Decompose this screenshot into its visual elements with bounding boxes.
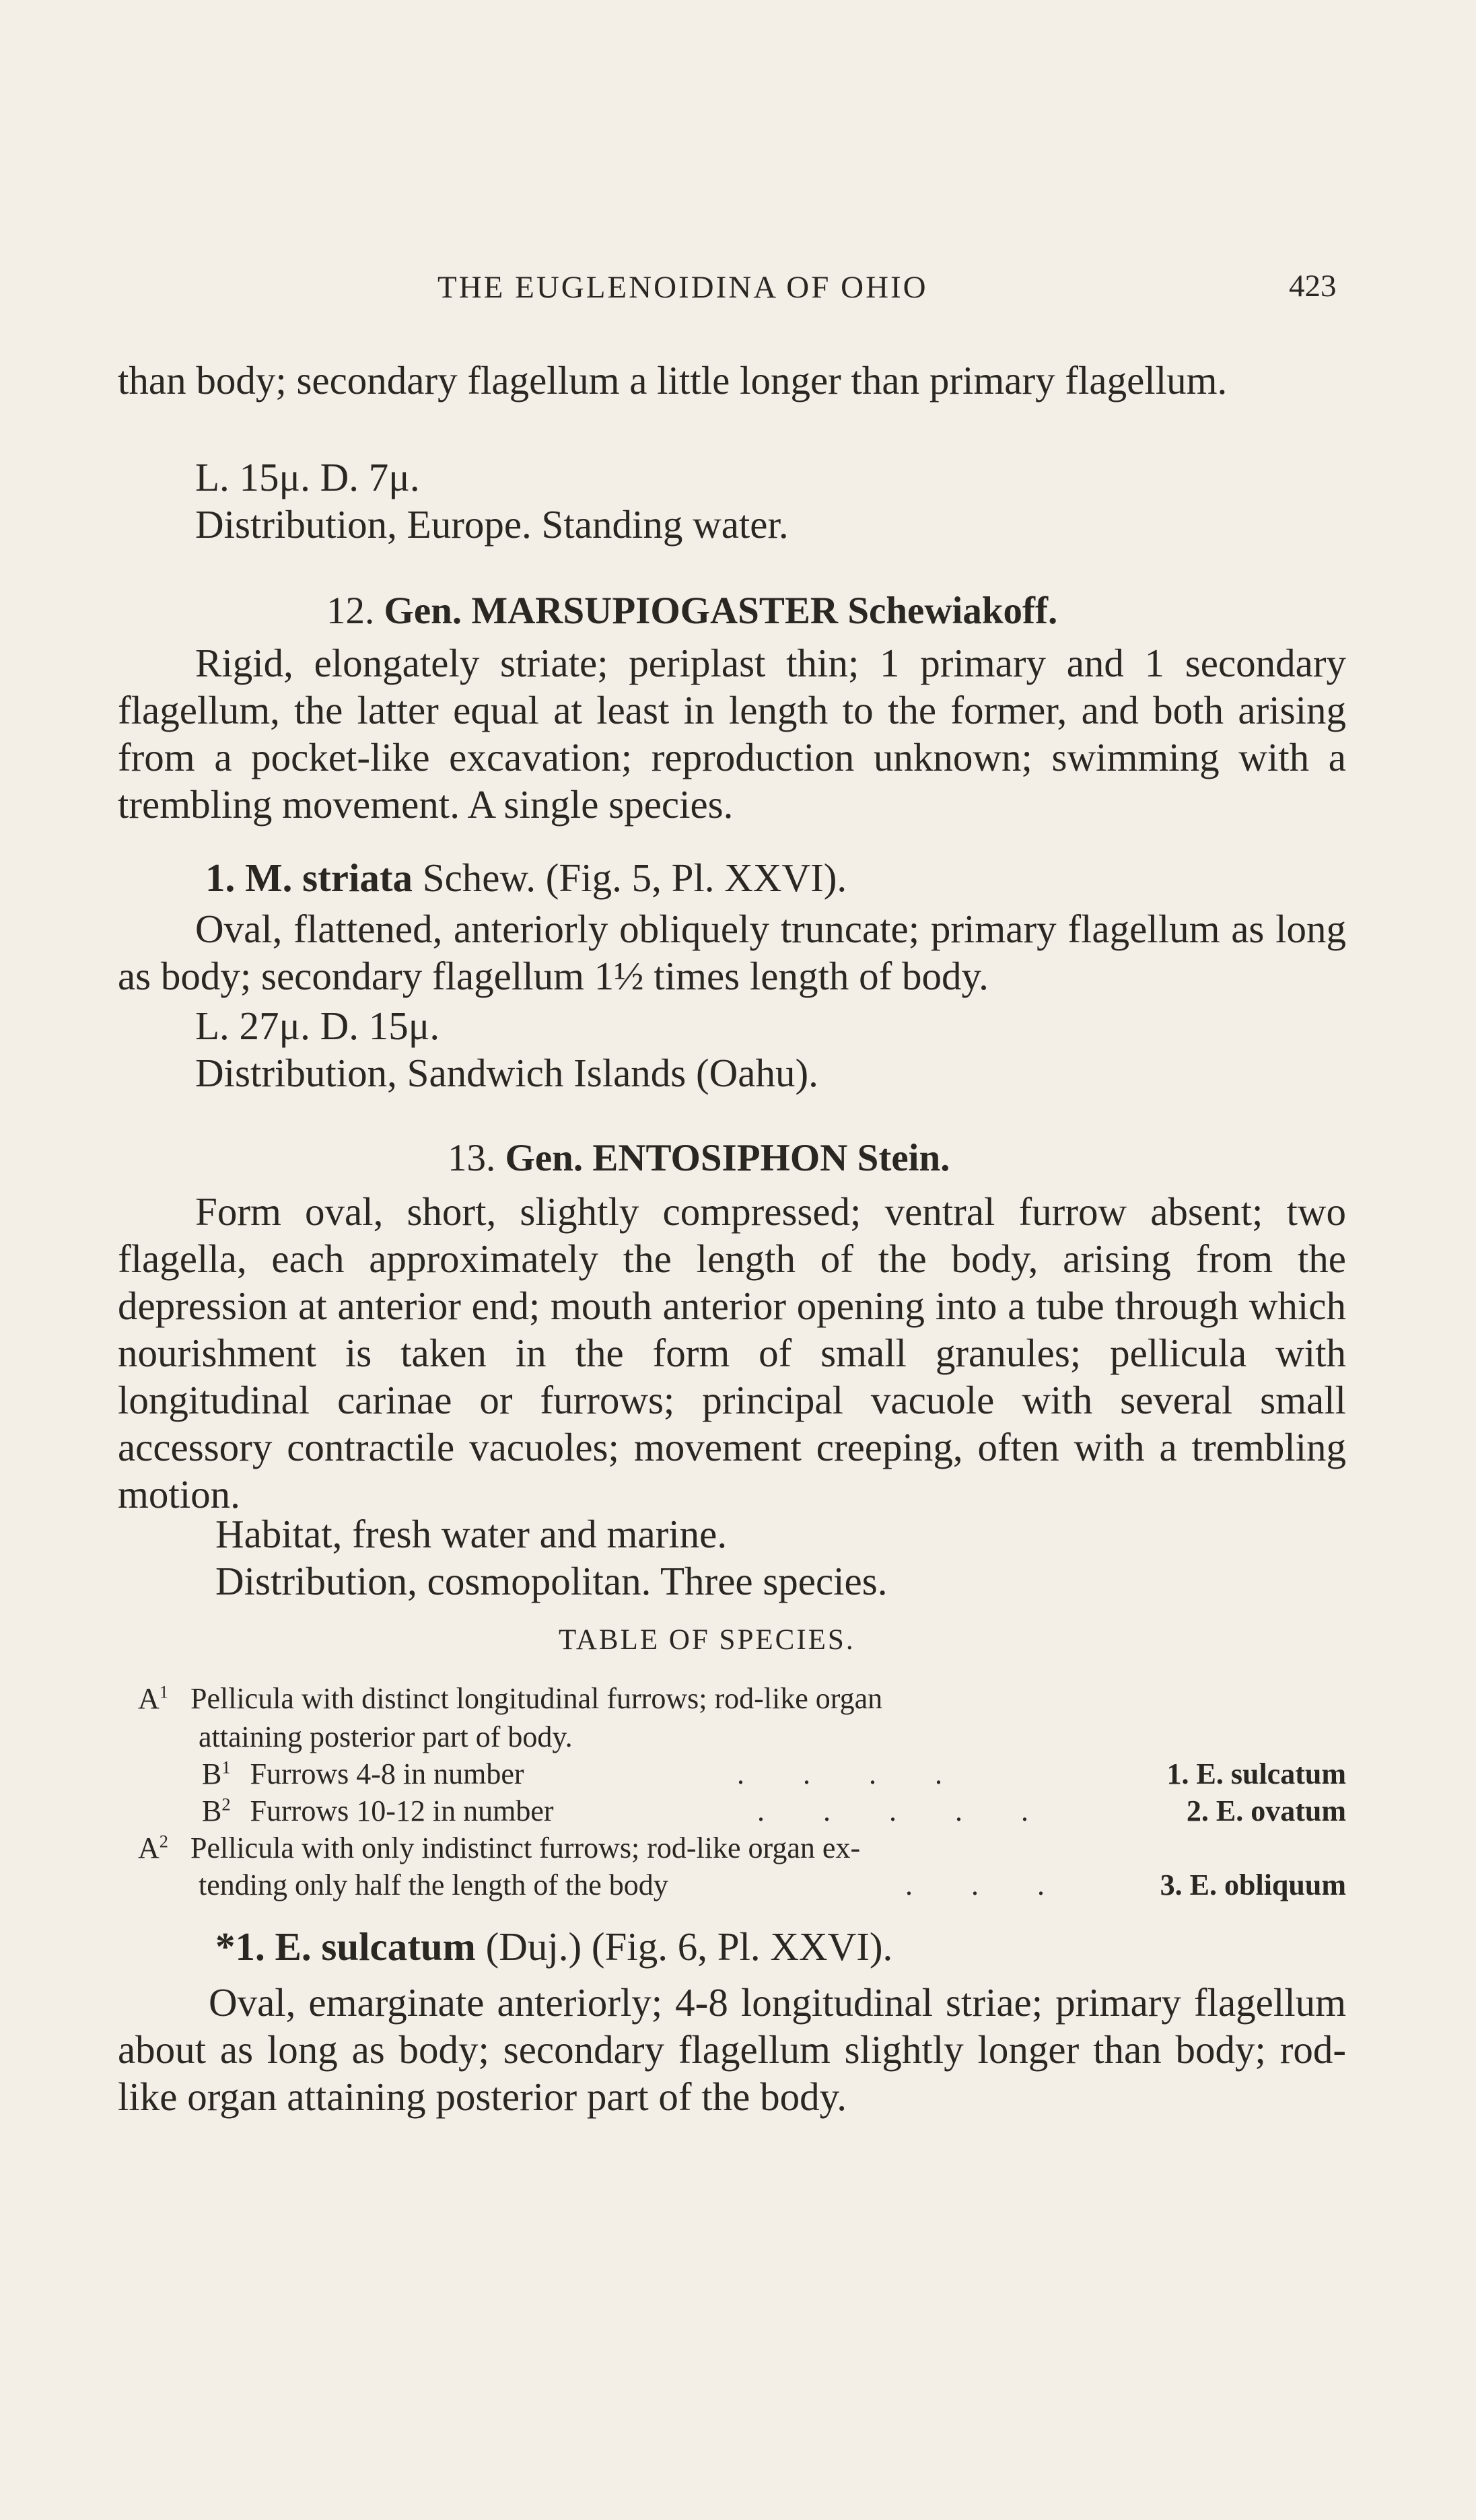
species-name: E. sulcatum bbox=[275, 1924, 476, 1969]
key-text: Pellicula with only indistinct furrows; rod-like organ ex- bbox=[190, 1831, 861, 1864]
genus-name: MARSUPIOGASTER Schewiakoff. bbox=[471, 590, 1058, 632]
genus-description: Form oval, short, slightly compressed; ventral furrow absent; two flagella, each approximately the length of the body, arising from the depression at anterior end; mouth anterior opening into a tube through which nourishment is taken in the form of small granules; pellicula with longitudinal carinae or furrows; principal vacuole with several small accessory contractile vacuoles; movement creeping, often with a trembling motion. bbox=[118, 1189, 1346, 1516]
species-description: Oval, emarginate anteriorly; 4-8 longitudinal striae; primary flagellum about as long as body; secondary flagellum slightly longer than body; rod-like organ attaining posterior part of the body. bbox=[118, 1980, 1346, 2119]
measurement: L. 27μ. D. 15μ. bbox=[195, 1004, 440, 1048]
key-label: $B^1$ bbox=[202, 1757, 231, 1790]
genus-label: Gen. bbox=[505, 1137, 584, 1179]
distribution: Distribution, Europe. Standing water. bbox=[195, 502, 789, 547]
distribution: Distribution, cosmopolitan. Three species. bbox=[215, 1559, 888, 1603]
species-number: *1. bbox=[215, 1924, 265, 1969]
species-heading bbox=[215, 1924, 892, 1970]
key-row-a2 bbox=[138, 1831, 860, 1865]
leader-dots: . . . . bbox=[737, 1757, 968, 1790]
species-description: Oval, flattened, anteriorly obliquely truncate; primary flagellum as long as body; secondary flagellum 1½ times length of body. bbox=[118, 907, 1346, 998]
key-result: 2. E. ovatum bbox=[1186, 1794, 1346, 1827]
genus-number: 12. bbox=[326, 590, 375, 632]
species-ref: (Duj.) (Fig. 6, Pl. XXVI). bbox=[485, 1924, 893, 1969]
key-row-a2-cont: tending only half the length of the body bbox=[199, 1868, 668, 1901]
genus-description: Rigid, elongately striate; periplast thin; 1 primary and 1 secondary flagellum, the latter equal at least in length to the former, and both arising from a pocket-like excavation; reproduction unknown; swimming with a trembling movement. A single species. bbox=[118, 641, 1346, 827]
key-result: 1. E. sulcatum bbox=[1166, 1757, 1346, 1790]
key-row-a1 bbox=[138, 1681, 882, 1716]
measurement: L. 15μ. D. 7μ. bbox=[195, 455, 420, 499]
key-text: Furrows 4-8 in number bbox=[250, 1757, 524, 1790]
running-title: THE EUGLENOIDINA OF OHIO bbox=[437, 270, 928, 305]
species-number: 1. bbox=[205, 855, 236, 900]
table-title: TABLE OF SPECIES. bbox=[559, 1624, 855, 1656]
genus-name: ENTOSIPHON Stein. bbox=[592, 1137, 950, 1179]
key-label: $A^2$ bbox=[138, 1831, 168, 1864]
species-heading bbox=[205, 855, 847, 901]
key-label: $A^1$ bbox=[138, 1681, 168, 1715]
genus-number: 13. bbox=[448, 1137, 496, 1179]
species-name: M. striata bbox=[245, 855, 413, 900]
leader-dots: . . . bbox=[905, 1868, 1070, 1901]
key-label: $B^2$ bbox=[202, 1794, 231, 1827]
key-text: Pellicula with distinct longitudinal furrows; rod-like organ bbox=[190, 1682, 883, 1715]
key-row-b2 bbox=[202, 1794, 554, 1828]
species-ref: Schew. (Fig. 5, Pl. XXVI). bbox=[422, 855, 847, 900]
leader-dots: . . . . . bbox=[757, 1794, 1054, 1827]
genus-heading bbox=[326, 589, 1057, 633]
genus-heading bbox=[448, 1136, 950, 1180]
key-text: Furrows 10-12 in number bbox=[250, 1794, 554, 1827]
key-row-a1-cont: attaining posterior part of body. bbox=[199, 1720, 573, 1753]
key-row-b1 bbox=[202, 1757, 524, 1791]
habitat: Habitat, fresh water and marine. bbox=[215, 1512, 728, 1556]
continued-text: than body; secondary flagellum a little longer than primary flagellum. bbox=[118, 358, 1228, 403]
page-number: 423 bbox=[1289, 269, 1337, 304]
genus-label: Gen. bbox=[384, 590, 462, 632]
distribution: Distribution, Sandwich Islands (Oahu). bbox=[195, 1051, 818, 1095]
key-result: 3. E. obliquum bbox=[1160, 1868, 1346, 1901]
